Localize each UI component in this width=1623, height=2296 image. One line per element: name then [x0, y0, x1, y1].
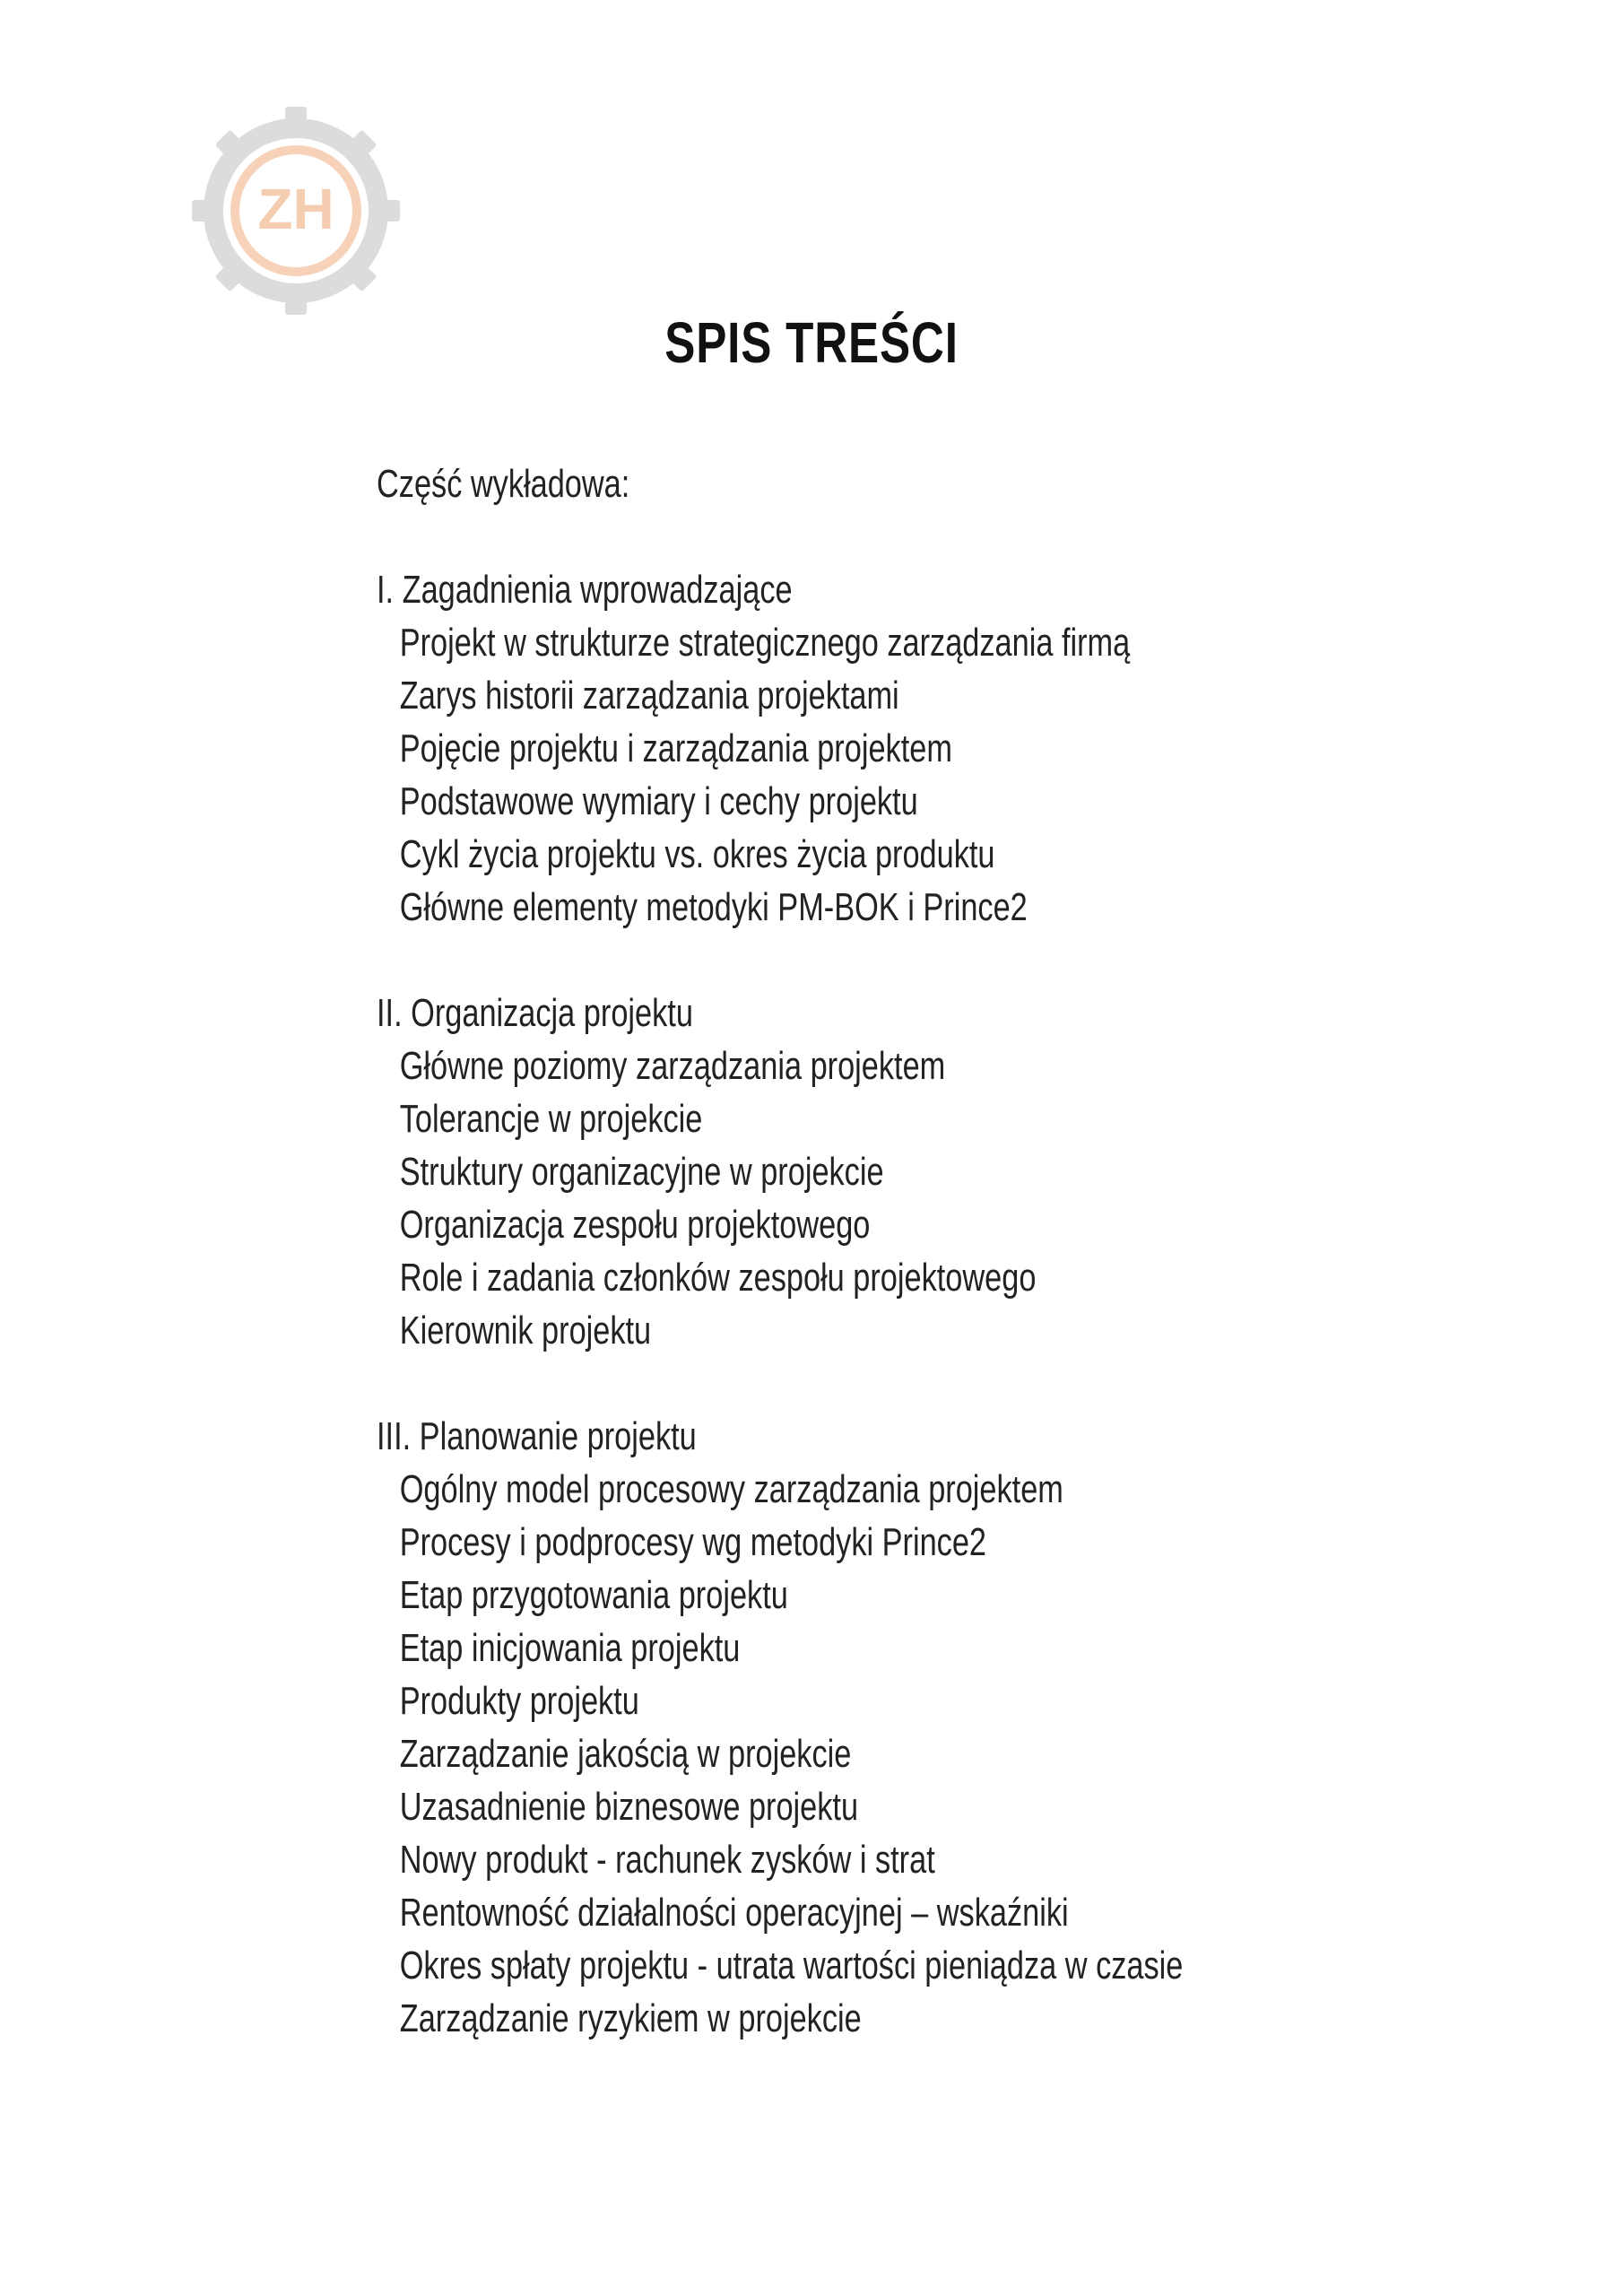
toc-item: Procesy i podprocesy wg metodyki Prince2	[399, 1520, 987, 1564]
section-heading: I. Zagadnienia wprowadzające	[377, 568, 793, 612]
section-heading: II. Organizacja projektu	[377, 991, 693, 1035]
section-heading: III. Planowanie projektu	[377, 1414, 697, 1458]
toc-item: Rentowność działalności operacyjnej – wskaźniki	[399, 1891, 1069, 1935]
toc-item: Organizacja zespołu projektowego	[399, 1203, 871, 1247]
toc-item: Kierownik projektu	[399, 1309, 652, 1352]
toc-item: Projekt w strukturze strategicznego zarządzania firmą	[399, 621, 1131, 665]
toc-item: Zarys historii zarządzania projektami	[399, 674, 899, 718]
toc-item: Pojęcie projektu i zarządzania projektem	[399, 726, 952, 770]
toc-section-2	[377, 987, 1216, 1357]
toc-item: Zarządzanie jakością w projekcie	[399, 1732, 852, 1776]
toc-item: Produkty projektu	[399, 1679, 639, 1723]
toc-section-1	[377, 563, 1216, 934]
toc-item: Nowy produkt - rachunek zysków i strat	[399, 1838, 935, 1882]
page-title: SPIS TREŚCI	[664, 310, 959, 375]
zh-logo	[188, 103, 404, 318]
toc-item: Cykl życia projektu vs. okres życia produktu	[399, 832, 995, 876]
toc-item: Struktury organizacyjne w projekcie	[399, 1150, 884, 1194]
toc-item: Tolerancje w projekcie	[399, 1097, 703, 1141]
toc-intro: Część wykładowa:	[377, 462, 630, 506]
toc-section-3	[377, 1410, 1216, 2045]
logo-letters: ZH	[257, 177, 334, 241]
toc-item: Główne elementy metodyki PM-BOK i Prince2	[399, 885, 1028, 929]
table-of-contents	[377, 457, 1216, 2098]
toc-item: Zarządzanie ryzykiem w projekcie	[399, 1996, 862, 2040]
toc-item: Okres spłaty projektu - utrata wartości pieniądza w czasie	[399, 1944, 1184, 1987]
toc-item: Etap inicjowania projektu	[399, 1626, 741, 1670]
toc-item: Etap przygotowania projektu	[399, 1573, 788, 1617]
toc-item: Podstawowe wymiary i cechy projektu	[399, 779, 918, 823]
toc-item: Uzasadnienie biznesowe projektu	[399, 1785, 859, 1829]
gear-icon	[188, 103, 404, 318]
toc-item: Główne poziomy zarządzania projektem	[399, 1044, 946, 1088]
toc-item: Ogólny model procesowy zarządzania projektem	[399, 1467, 1063, 1511]
toc-item: Role i zadania członków zespołu projektowego	[399, 1256, 1037, 1300]
